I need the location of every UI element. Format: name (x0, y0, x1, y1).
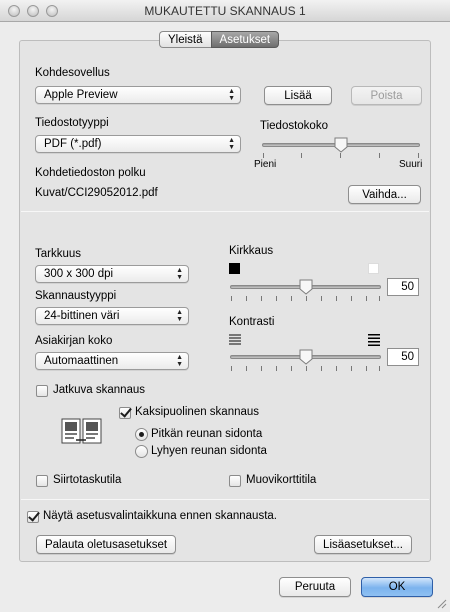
file-size-max-label: Suuri (399, 159, 423, 170)
long-edge-binding-radio[interactable] (135, 428, 148, 441)
carrier-sheet-label: Siirtotaskutila (53, 474, 122, 486)
resolution-label: Tarkkuus (35, 248, 82, 260)
popup-arrows-icon: ▲ ▼ (228, 88, 235, 102)
resolution-value: 300 x 300 dpi (44, 268, 114, 280)
duplex-scan-checkbox[interactable] (119, 407, 131, 419)
carrier-sheet-checkbox[interactable] (36, 475, 48, 487)
light-square-icon (368, 263, 379, 274)
plastic-card-checkbox[interactable] (229, 475, 241, 487)
file-size-min-label: Pieni (254, 159, 277, 170)
window-title: MUKAUTETTU SKANNAUS 1 (144, 4, 306, 18)
continuous-scan-label: Jatkuva skannaus (53, 384, 146, 396)
popup-arrows-icon: ▲ ▼ (176, 354, 183, 368)
title-bar (0, 0, 450, 22)
section-separator (21, 499, 429, 500)
short-edge-binding-label: Lyhyen reunan sidonta (151, 445, 267, 457)
dark-square-icon (229, 263, 240, 274)
scan-type-select[interactable] (35, 307, 189, 325)
low-contrast-icon (229, 334, 241, 345)
contrast-ticks (230, 366, 381, 372)
target-path-value: Kuvat/CCI29052012.pdf (35, 187, 158, 199)
popup-arrows-icon: ▲ ▼ (176, 309, 183, 323)
file-type-select[interactable] (35, 135, 241, 153)
add-button[interactable]: Lisää (264, 86, 332, 105)
brightness-value-field[interactable]: 50 (387, 278, 419, 296)
plastic-card-label: Muovikorttitila (246, 474, 317, 486)
resize-grip-icon[interactable] (436, 598, 447, 609)
brightness-slider-thumb[interactable] (299, 279, 313, 295)
scan-type-label: Skannaustyyppi (35, 290, 117, 302)
change-path-button[interactable]: Vaihda... (348, 185, 421, 204)
high-contrast-icon (368, 334, 380, 346)
file-type-value: PDF (*.pdf) (44, 138, 102, 150)
file-type-label: Tiedostotyyppi (35, 117, 109, 129)
short-edge-binding-radio[interactable] (135, 445, 148, 458)
duplex-scan-label: Kaksipuolinen skannaus (135, 406, 260, 418)
document-size-value: Automaattinen (44, 355, 119, 367)
scan-type-value: 24-bittinen väri (44, 310, 120, 322)
long-edge-binding-label: Pitkän reunan sidonta (151, 428, 263, 440)
show-dialog-label: Näytä asetusvalintaikkuna ennen skannausta. (43, 510, 277, 522)
document-size-label: Asiakirjan koko (35, 335, 113, 347)
target-path-label: Kohdetiedoston polku (35, 167, 146, 179)
contrast-label: Kontrasti (229, 316, 275, 328)
ok-button[interactable]: OK (361, 577, 433, 597)
target-app-select[interactable] (35, 86, 241, 104)
popup-arrows-icon: ▲ ▼ (228, 137, 235, 151)
restore-defaults-button[interactable]: Palauta oletusasetukset (36, 535, 176, 554)
document-size-select[interactable] (35, 352, 189, 370)
advanced-settings-button[interactable]: Lisäasetukset... (314, 535, 412, 554)
target-app-label: Kohdesovellus (35, 67, 110, 79)
tab-general[interactable]: Yleistä (159, 31, 211, 48)
popup-arrows-icon: ▲ ▼ (176, 267, 183, 281)
file-size-slider-thumb[interactable] (334, 137, 348, 153)
tab-bar (159, 31, 279, 48)
brightness-label: Kirkkaus (229, 245, 274, 257)
show-dialog-checkbox[interactable] (27, 511, 39, 523)
section-separator (21, 211, 429, 212)
file-size-ticks (262, 153, 420, 159)
brightness-ticks (230, 296, 381, 302)
target-app-value: Apple Preview (44, 89, 118, 101)
cancel-button[interactable]: Peruuta (279, 577, 351, 597)
duplex-scan-icon (61, 418, 102, 444)
continuous-scan-checkbox[interactable] (36, 385, 48, 397)
contrast-slider-thumb[interactable] (299, 349, 313, 365)
contrast-value-field[interactable]: 50 (387, 348, 419, 366)
remove-button[interactable]: Poista (351, 86, 422, 105)
tab-settings[interactable]: Asetukset (211, 31, 280, 48)
resolution-select[interactable] (35, 265, 189, 283)
file-size-label: Tiedostokoko (260, 120, 328, 132)
